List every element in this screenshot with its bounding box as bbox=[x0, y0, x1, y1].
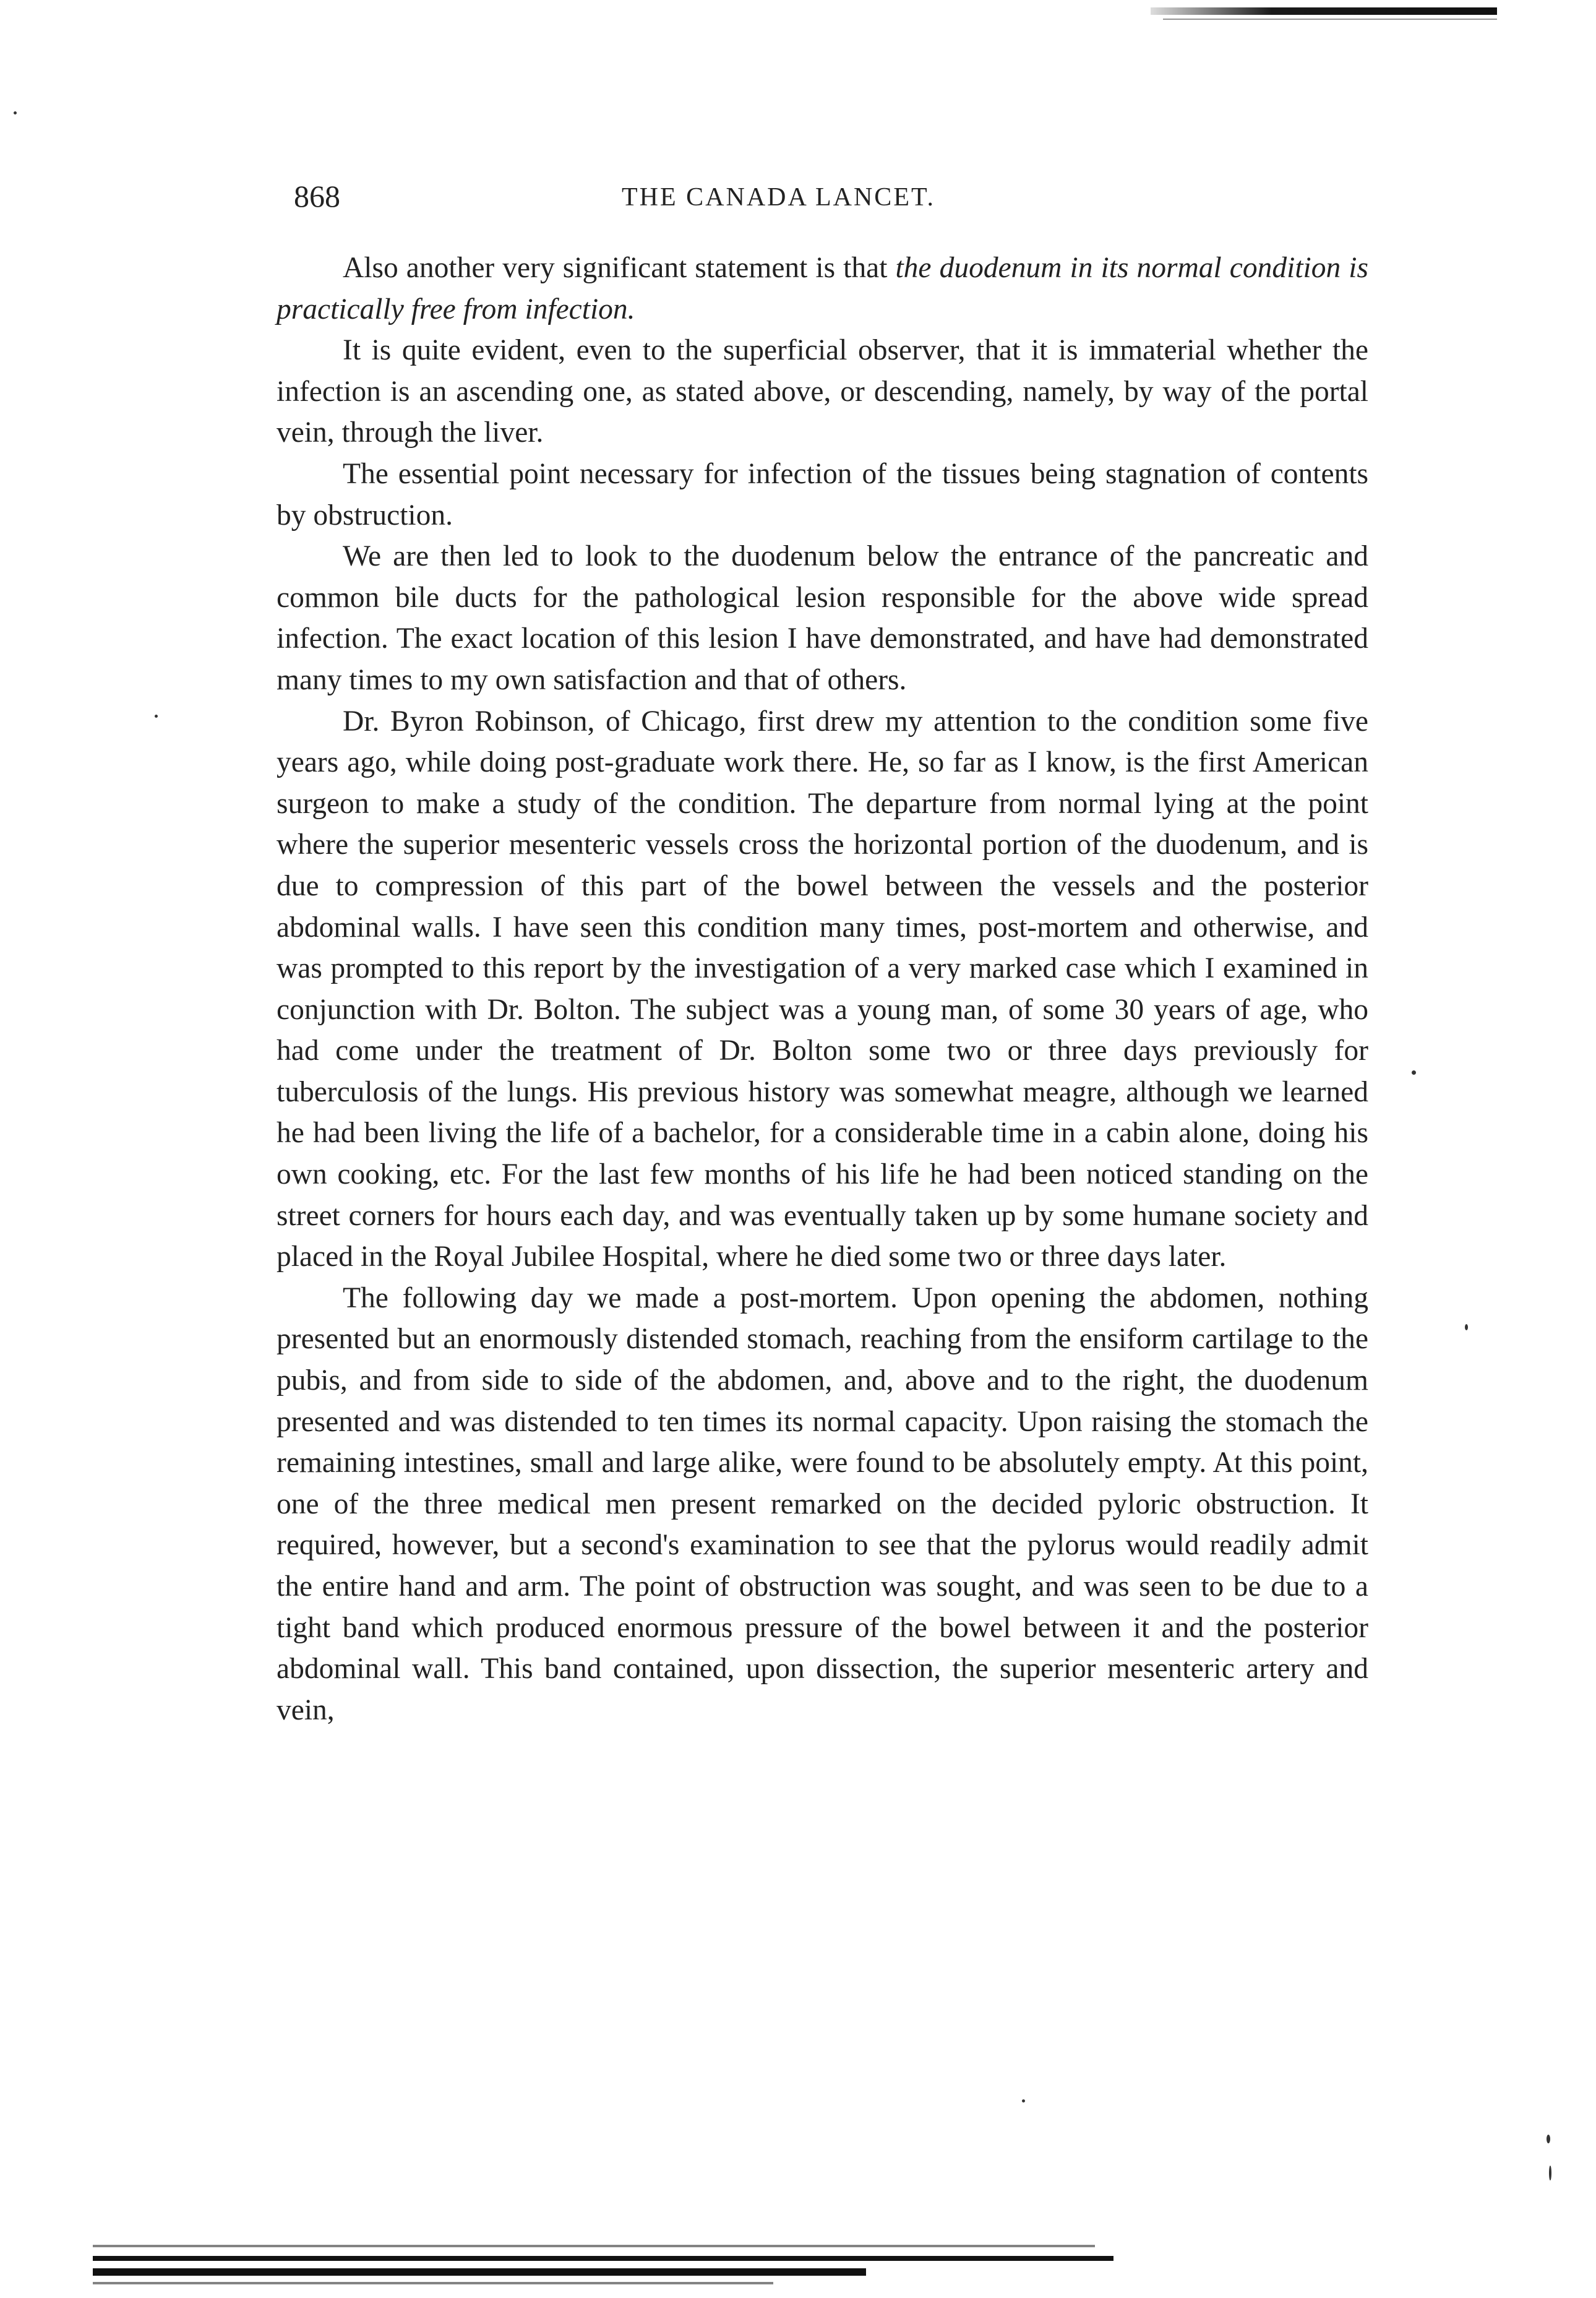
page-speck bbox=[1022, 2099, 1025, 2102]
bottom-edge-rule bbox=[93, 2245, 1095, 2247]
paragraph-1-italic-statement: the duodenum in its normal condition is practically free from infection. bbox=[277, 252, 1368, 325]
page-speck bbox=[1547, 2135, 1550, 2143]
top-edge-rule bbox=[1151, 7, 1497, 15]
page-speck bbox=[14, 111, 17, 114]
top-edge-rule-thin bbox=[1163, 19, 1497, 20]
bottom-edge-rule bbox=[93, 2256, 1113, 2261]
paragraph-1 bbox=[277, 247, 1368, 330]
page-number: 868 bbox=[294, 179, 340, 213]
body-text bbox=[277, 247, 1368, 1731]
paragraph-2: It is quite evident, even to the superficial observer, that it is immaterial whether the infection is an ascending one, as stated above, or descending, namely, by way of the portal vein, through the liver. bbox=[277, 334, 1368, 449]
paragraph-3: The essential point necessary for infection of the tissues being stagnation of contents by obstruction. bbox=[277, 457, 1368, 531]
running-title: THE CANADA LANCET. bbox=[622, 183, 936, 212]
paragraph-1-text: Also another very significant statement is that bbox=[343, 252, 896, 284]
paragraph-4: We are then led to look to the duodenum below the entrance of the pancreatic and common bile ducts for the pathological lesion responsible for the above wide spread infection. The exact location of this lesion I have demonstrated, and have had demonstrated many times to my own satisfaction and that of others. bbox=[277, 540, 1368, 696]
bottom-edge-rule bbox=[93, 2282, 773, 2284]
page-speck bbox=[155, 715, 158, 718]
paragraph-5: Dr. Byron Robinson, of Chicago, first drew my attention to the condition some five years ago, while doing post-graduate work there. He, so far as I know, is the first American surgeon to make a study of the condition. The departure from normal lying at the point where the superior mesenteric vessels cross the horizontal portion of the duodenum, and is due to compression of this part of the bowel between the vessels and the posterior abdominal walls. I have seen this condition many times, post-mortem and otherwise, and was prompted to this report by the investigation of a very marked case which I examined in conjunction with Dr. Bolton. The subject was a young man, of some 30 years of age, who had come under the treatment of Dr. Bolton some two or three days previously for tuberculosis of the lungs. His previous history was somewhat meagre, although we learned he had been living the life of a bachelor, for a considerable time in a cabin alone, doing his own cooking, etc. For the last few months of his life he had been noticed standing on the street corners for hours each day, and was eventually taken up by some humane society and placed in the Royal Jubilee Hospital, where he died some two or three days later. bbox=[277, 705, 1368, 1273]
paragraph-6: The following day we made a post-mortem. Upon opening the abdomen, nothing presented but an enormously distended stomach, reaching from the ensiform cartilage to the pubis, and from side to side of the abdomen, and, above and to the right, the duodenum presented and was distended to ten times its normal capacity. Upon raising the stomach the remaining intestines, small and large alike, were found to be absolutely empty. At this point, one of the three medical men present remarked on the decided pyloric obstruction. It required, however, but a second's examination to see that the pylorus would readily admit the entire hand and arm. The point of obstruction was sought, and was seen to be due to a tight band which produced enormous pressure of the bowel between it and the posterior abdominal wall. This band contained, upon dissection, the superior mesenteric artery and vein, bbox=[277, 1281, 1368, 1726]
page-speck bbox=[1412, 1070, 1416, 1075]
bottom-edge-rule bbox=[93, 2268, 866, 2276]
page-speck bbox=[1549, 2166, 1551, 2180]
page-speck bbox=[1465, 1324, 1468, 1330]
